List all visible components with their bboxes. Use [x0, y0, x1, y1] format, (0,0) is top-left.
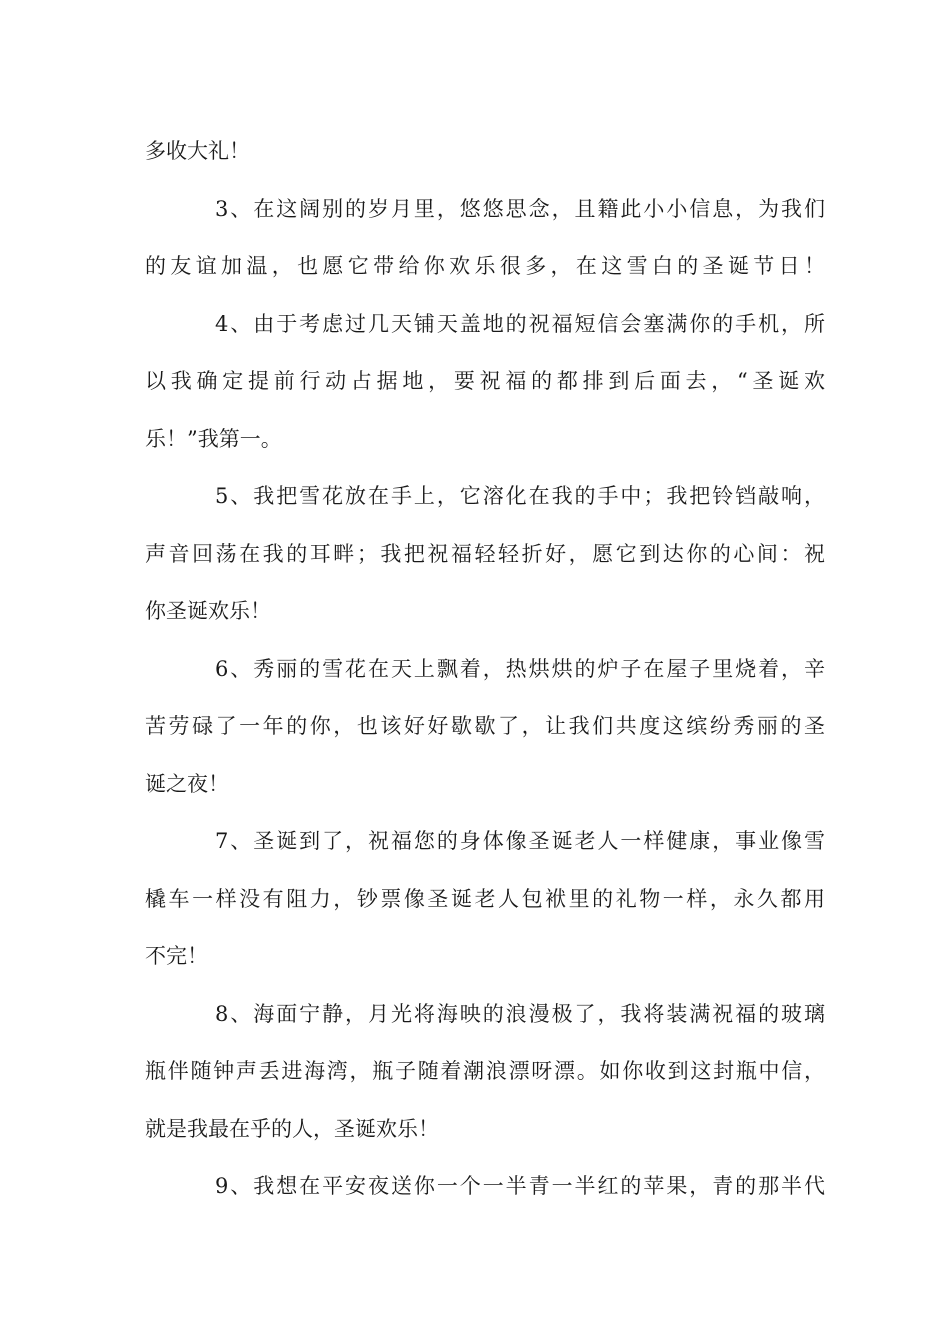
- text-line: 5、我把雪花放在手上，它溶化在我的手中；我把铃铛敲响，: [215, 484, 825, 508]
- document-body: [145, 128, 825, 1221]
- text-line: 以我确定提前行动占据地，要祝福的都排到后面去，“圣诞欢: [145, 369, 825, 393]
- text-line: 6、秀丽的雪花在天上飘着，热烘烘的炉子在屋子里烧着，辛: [215, 656, 825, 681]
- text-line: 瓶伴随钟声丢进海湾，瓶子随着潮浪漂呀漂。如你收到这封瓶中信，: [145, 1059, 825, 1083]
- text-line: 4、由于考虑过几天铺天盖地的祝福短信会塞满你的手机，所: [215, 311, 825, 336]
- text-line: 的友谊加温，也愿它带给你欢乐很多，在这雪白的圣诞节日！: [145, 254, 825, 278]
- text-line: 3、在这阔别的岁月里，悠悠思念，且籍此小小信息，为我们: [215, 196, 825, 221]
- text-line: 不完！: [145, 944, 208, 968]
- text-line: 乐！”我第一。: [145, 426, 282, 451]
- text-line: 声音回荡在我的耳畔；我把祝福轻轻折好，愿它到达你的心间：祝: [145, 541, 825, 566]
- text-line: 7、圣诞到了，祝福您的身体像圣诞老人一样健康，事业像雪: [215, 829, 825, 853]
- text-line: 苦劳碌了一年的你，也该好好歇歇了，让我们共度这缤纷秀丽的圣: [145, 714, 825, 738]
- text-line: 9、我想在平安夜送你一个一半青一半红的苹果，青的那半代: [215, 1174, 825, 1198]
- text-line: 你圣诞欢乐！: [145, 599, 271, 623]
- text-line: 就是我最在乎的人，圣诞欢乐！: [145, 1116, 439, 1141]
- text-line: 多收大礼！: [145, 139, 250, 163]
- text-line: 橇车一样没有阻力，钞票像圣诞老人包袱里的礼物一样，永久都用: [145, 886, 825, 911]
- text-line: 8、海面宁静，月光将海映的浪漫极了，我将装满祝福的玻璃: [215, 1001, 825, 1026]
- text-line: 诞之夜！: [145, 771, 229, 796]
